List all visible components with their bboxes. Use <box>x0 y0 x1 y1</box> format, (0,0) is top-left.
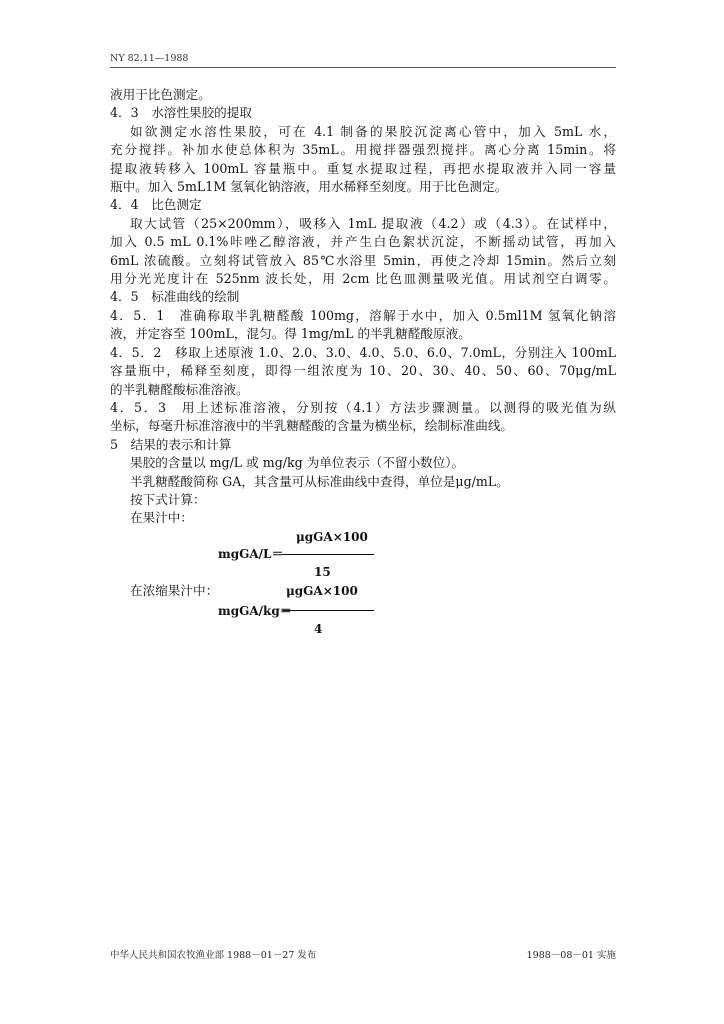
text-line: 4．4 比色测定 <box>110 197 202 213</box>
formula-juice <box>110 528 616 582</box>
text-line: 5 结果的表示和计算 <box>110 436 232 452</box>
text-line: 6mL 浓硫酸。立刻将试管放入 85℃水浴里 5min，再使之冷却 15min。然后立刻 <box>110 252 616 268</box>
formula-concentrate-numerator: μgGA×100 <box>286 583 358 598</box>
text-line: 瓶中。加入 5mL1M 氢氧化钠溶液，用水稀释至刻度。用于比色测定。 <box>110 179 508 195</box>
footer-issuer: 中华人民共和国农牧渔业部 1988－01－27 发布 <box>110 950 317 961</box>
text-line: 提取液转移入 100mL 容量瓶中。重复水提取过程，再把水提取液并入同一容量 <box>110 160 616 176</box>
document-body <box>110 86 616 642</box>
text-line: 的半乳糖醛酸标准溶液。 <box>110 381 249 397</box>
formula-concentrate-fraction-line <box>282 610 374 611</box>
formula-juice-denominator: 15 <box>314 564 331 579</box>
standard-code-header: NY 82.11—1988 <box>110 53 189 64</box>
formula-concentrate-context: 在浓缩果汁中： <box>130 582 219 598</box>
text-line: 4．5 标准曲线的绘制 <box>110 289 240 305</box>
header-divider <box>110 67 616 68</box>
formula-juice-lhs: mgGA/L＝ <box>218 546 284 561</box>
formula-concentrate <box>110 582 616 642</box>
text-line: 4．5．3 用上述标准溶液，分别按（4.1）方法步骤测量。以测得的吸光值为纵 <box>110 399 616 415</box>
text-line: 如欲测定水溶性果胶，可在 4.1 制备的果胶沉淀离心管中，加入 5mL 水， <box>130 123 616 139</box>
text-line: 4．5．1 准确称取半乳糖醛酸 100mg，溶解于水中，加入 0.5ml1M 氢氧化钠溶 <box>110 307 616 323</box>
text-block <box>110 86 616 528</box>
text-line: 充分搅拌。补加水使总体积为 35mL。用搅拌器强烈搅拌。离心分离 15min。将 <box>110 142 616 158</box>
text-line: 容量瓶中，稀释至刻度，即得一组浓度为 10、20、30、40、50、60、70μg/mL <box>110 363 616 379</box>
text-line: 在果汁中： <box>130 510 193 526</box>
text-line: 果胶的含量以 mg/L 或 mg/kg 为单位表示（不留小数位）。 <box>130 455 465 471</box>
formula-juice-fraction-line <box>282 554 374 555</box>
text-line: 4．5．2 移取上述原液 1.0、2.0、3.0、4.0、5.0、6.0、7.0mL，分别注入 100mL <box>110 344 616 360</box>
text-line: 液，并定容至 100mL，混匀。得 1mg/mL 的半乳糖醛酸原液。 <box>110 326 471 342</box>
text-line: 半乳糖醛酸简称 GA，其含量可从标准曲线中查得，单位是μg/mL。 <box>130 473 509 489</box>
formula-concentrate-denominator: 4 <box>314 621 323 636</box>
text-line: 用分光光度计在 525nm 波长处，用 2cm 比色皿测量吸光值。用试剂空白调零。 <box>110 271 616 287</box>
formula-concentrate-lhs: mgGA/kg＝ <box>218 603 292 618</box>
text-line: 按下式计算： <box>130 491 206 507</box>
text-line: 坐标，每毫升标准溶液中的半乳糖醛酸的含量为横坐标，绘制标准曲线。 <box>110 418 513 434</box>
text-line: 加入 0.5 mL 0.1%咔唑乙醇溶液，并产生白色絮状沉淀，不断摇动试管，再加入 <box>110 234 616 250</box>
formula-juice-numerator: μgGA×100 <box>296 529 368 544</box>
text-line: 4．3 水溶性果胶的提取 <box>110 105 252 121</box>
text-line: 液用于比色测定。 <box>110 87 211 102</box>
text-line: 取大试管（25×200mm），吸移入 1mL 提取液（4.2）或（4.3）。在试样中， <box>130 215 616 231</box>
footer-effective-date: 1988－08－01 实施 <box>526 950 616 961</box>
